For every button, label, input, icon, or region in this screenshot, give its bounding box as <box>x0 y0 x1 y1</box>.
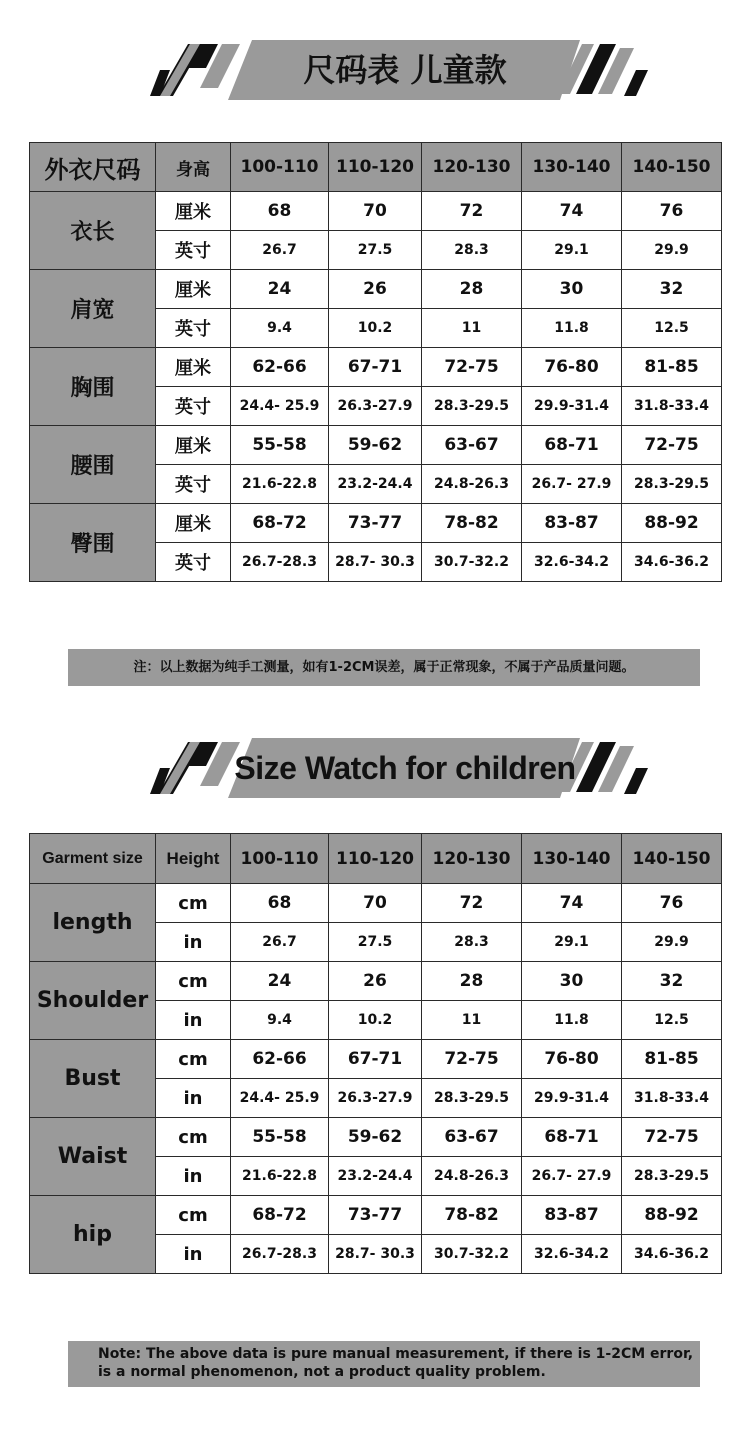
measurement-value: 26.7-28.3 <box>231 1235 329 1274</box>
measurement-value: 62-66 <box>231 1040 329 1079</box>
table-row <box>30 348 722 387</box>
measurement-value: 31.8-33.4 <box>622 387 722 426</box>
measurement-value: 24 <box>231 962 329 1001</box>
measurement-name: Shoulder <box>30 962 156 1040</box>
measurement-value: 70 <box>329 884 422 923</box>
measurement-value: 68-72 <box>231 504 329 543</box>
title-banner-cn <box>0 38 750 102</box>
measurement-value: 28.3-29.5 <box>622 465 722 504</box>
table-row <box>30 426 722 465</box>
header-size-range: 130-140 <box>522 143 622 192</box>
measurement-value: 24.4- 25.9 <box>231 1079 329 1118</box>
size-table-cn <box>29 142 722 582</box>
measurement-value: 34.6-36.2 <box>622 1235 722 1274</box>
table-row <box>30 1040 722 1079</box>
unit-label: cm <box>156 962 231 1001</box>
measurement-value: 76-80 <box>522 348 622 387</box>
table-row <box>30 192 722 231</box>
measurement-value: 24.4- 25.9 <box>231 387 329 426</box>
header-size-range: 100-110 <box>231 834 329 884</box>
page-title-en: Size Watch for children <box>234 750 576 786</box>
measurement-value: 23.2-24.4 <box>329 1157 422 1196</box>
header-row <box>30 143 722 192</box>
header-size-range: 120-130 <box>422 143 522 192</box>
measurement-value: 59-62 <box>329 1118 422 1157</box>
measurement-value: 70 <box>329 192 422 231</box>
measurement-value: 74 <box>522 192 622 231</box>
size-table-body-cn <box>30 143 722 582</box>
unit-label: in <box>156 923 231 962</box>
header-size-range: 120-130 <box>422 834 522 884</box>
measurement-value: 72 <box>422 192 522 231</box>
unit-label: 英寸 <box>156 387 231 426</box>
measurement-value: 11 <box>422 309 522 348</box>
measurement-value: 24.8-26.3 <box>422 1157 522 1196</box>
measurement-value: 28.7- 30.3 <box>329 1235 422 1274</box>
measurement-value: 68 <box>231 192 329 231</box>
measurement-value: 26.3-27.9 <box>329 387 422 426</box>
measurement-value: 83-87 <box>522 504 622 543</box>
measurement-value: 34.6-36.2 <box>622 543 722 582</box>
measurement-value: 30.7-32.2 <box>422 543 522 582</box>
measurement-value: 72-75 <box>622 426 722 465</box>
measurement-value: 21.6-22.8 <box>231 465 329 504</box>
measurement-value: 30 <box>522 962 622 1001</box>
table-row <box>30 504 722 543</box>
measurement-value: 9.4 <box>231 1001 329 1040</box>
measurement-name: length <box>30 884 156 962</box>
measurement-value: 28.3-29.5 <box>622 1157 722 1196</box>
measurement-name: Waist <box>30 1118 156 1196</box>
header-size-range: 140-150 <box>622 834 722 884</box>
measurement-value: 55-58 <box>231 426 329 465</box>
measurement-value: 83-87 <box>522 1196 622 1235</box>
unit-label: 英寸 <box>156 543 231 582</box>
measurement-value: 67-71 <box>329 348 422 387</box>
measurement-value: 26.7-28.3 <box>231 543 329 582</box>
measurement-value: 28.3-29.5 <box>422 387 522 426</box>
measurement-value: 72-75 <box>622 1118 722 1157</box>
measurement-value: 29.1 <box>522 923 622 962</box>
header-garment-size: Garment size <box>30 834 156 884</box>
measurement-value: 32 <box>622 270 722 309</box>
table-row <box>30 1118 722 1157</box>
unit-label: 厘米 <box>156 348 231 387</box>
header-height: Height <box>156 834 231 884</box>
measurement-value: 62-66 <box>231 348 329 387</box>
measurement-value: 29.1 <box>522 231 622 270</box>
measurement-value: 59-62 <box>329 426 422 465</box>
note-cn: 注：以上数据为纯手工测量，如有1-2CM误差，属于正常现象，不属于产品质量问题。 <box>68 649 700 686</box>
table-row <box>30 884 722 923</box>
note-en-line-2: is a normal phenomenon, not a product quality problem. <box>98 1364 546 1380</box>
unit-label: 英寸 <box>156 231 231 270</box>
measurement-value: 12.5 <box>622 309 722 348</box>
measurement-value: 26.3-27.9 <box>329 1079 422 1118</box>
measurement-value: 29.9-31.4 <box>522 1079 622 1118</box>
measurement-value: 76 <box>622 192 722 231</box>
table-row <box>30 1196 722 1235</box>
unit-label: 英寸 <box>156 465 231 504</box>
measurement-value: 26.7- 27.9 <box>522 1157 622 1196</box>
measurement-value: 28 <box>422 962 522 1001</box>
measurement-value: 63-67 <box>422 1118 522 1157</box>
measurement-value: 23.2-24.4 <box>329 465 422 504</box>
unit-label: in <box>156 1157 231 1196</box>
measurement-name: Bust <box>30 1040 156 1118</box>
unit-label: cm <box>156 1196 231 1235</box>
header-size-range: 140-150 <box>622 143 722 192</box>
measurement-value: 55-58 <box>231 1118 329 1157</box>
measurement-value: 72 <box>422 884 522 923</box>
measurement-value: 10.2 <box>329 309 422 348</box>
unit-label: 英寸 <box>156 309 231 348</box>
measurement-value: 29.9 <box>622 231 722 270</box>
measurement-value: 12.5 <box>622 1001 722 1040</box>
measurement-value: 68 <box>231 884 329 923</box>
measurement-value: 73-77 <box>329 1196 422 1235</box>
header-size-range: 110-120 <box>329 834 422 884</box>
unit-label: cm <box>156 1040 231 1079</box>
page-title-cn: 尺码表 儿童款 <box>303 51 507 89</box>
measurement-value: 9.4 <box>231 309 329 348</box>
measurement-value: 31.8-33.4 <box>622 1079 722 1118</box>
table-row <box>30 962 722 1001</box>
measurement-name: 衣长 <box>30 192 156 270</box>
measurement-value: 28 <box>422 270 522 309</box>
measurement-value: 76-80 <box>522 1040 622 1079</box>
measurement-value: 28.3 <box>422 923 522 962</box>
measurement-value: 30 <box>522 270 622 309</box>
measurement-value: 27.5 <box>329 231 422 270</box>
measurement-value: 10.2 <box>329 1001 422 1040</box>
measurement-value: 68-71 <box>522 1118 622 1157</box>
unit-label: 厘米 <box>156 504 231 543</box>
header-garment-size: 外衣尺码 <box>30 143 156 192</box>
measurement-value: 29.9-31.4 <box>522 387 622 426</box>
note-en <box>68 1341 700 1387</box>
measurement-value: 28.3-29.5 <box>422 1079 522 1118</box>
table-row <box>30 270 722 309</box>
measurement-value: 74 <box>522 884 622 923</box>
measurement-value: 32.6-34.2 <box>522 1235 622 1274</box>
measurement-value: 88-92 <box>622 1196 722 1235</box>
measurement-name: 肩宽 <box>30 270 156 348</box>
measurement-value: 27.5 <box>329 923 422 962</box>
header-size-range: 110-120 <box>329 143 422 192</box>
measurement-value: 24.8-26.3 <box>422 465 522 504</box>
measurement-value: 68-72 <box>231 1196 329 1235</box>
header-height: 身高 <box>156 143 231 192</box>
measurement-value: 68-71 <box>522 426 622 465</box>
header-size-range: 130-140 <box>522 834 622 884</box>
measurement-value: 26 <box>329 270 422 309</box>
unit-label: 厘米 <box>156 270 231 309</box>
measurement-value: 28.7- 30.3 <box>329 543 422 582</box>
header-row <box>30 834 722 884</box>
measurement-value: 32.6-34.2 <box>522 543 622 582</box>
measurement-value: 21.6-22.8 <box>231 1157 329 1196</box>
measurement-value: 26 <box>329 962 422 1001</box>
unit-label: cm <box>156 884 231 923</box>
measurement-value: 24 <box>231 270 329 309</box>
measurement-value: 78-82 <box>422 1196 522 1235</box>
measurement-value: 11 <box>422 1001 522 1040</box>
header-size-range: 100-110 <box>231 143 329 192</box>
unit-label: in <box>156 1079 231 1118</box>
measurement-value: 30.7-32.2 <box>422 1235 522 1274</box>
measurement-value: 73-77 <box>329 504 422 543</box>
unit-label: 厘米 <box>156 426 231 465</box>
measurement-value: 26.7 <box>231 923 329 962</box>
measurement-value: 81-85 <box>622 348 722 387</box>
measurement-value: 72-75 <box>422 348 522 387</box>
measurement-value: 11.8 <box>522 309 622 348</box>
title-banner-en <box>0 736 750 800</box>
unit-label: in <box>156 1235 231 1274</box>
size-table-body-en <box>30 834 722 1274</box>
size-table-en <box>29 833 722 1274</box>
measurement-name: 胸围 <box>30 348 156 426</box>
measurement-value: 78-82 <box>422 504 522 543</box>
measurement-value: 32 <box>622 962 722 1001</box>
measurement-value: 11.8 <box>522 1001 622 1040</box>
unit-label: 厘米 <box>156 192 231 231</box>
unit-label: in <box>156 1001 231 1040</box>
measurement-value: 72-75 <box>422 1040 522 1079</box>
measurement-value: 29.9 <box>622 923 722 962</box>
measurement-value: 81-85 <box>622 1040 722 1079</box>
measurement-value: 88-92 <box>622 504 722 543</box>
measurement-value: 26.7- 27.9 <box>522 465 622 504</box>
measurement-name: 臀围 <box>30 504 156 582</box>
measurement-value: 26.7 <box>231 231 329 270</box>
note-en-line-1: Note: The above data is pure manual measurement, if there is 1-2CM error, <box>98 1346 694 1362</box>
unit-label: cm <box>156 1118 231 1157</box>
measurement-value: 28.3 <box>422 231 522 270</box>
measurement-value: 67-71 <box>329 1040 422 1079</box>
measurement-name: 腰围 <box>30 426 156 504</box>
measurement-name: hip <box>30 1196 156 1274</box>
measurement-value: 63-67 <box>422 426 522 465</box>
measurement-value: 76 <box>622 884 722 923</box>
